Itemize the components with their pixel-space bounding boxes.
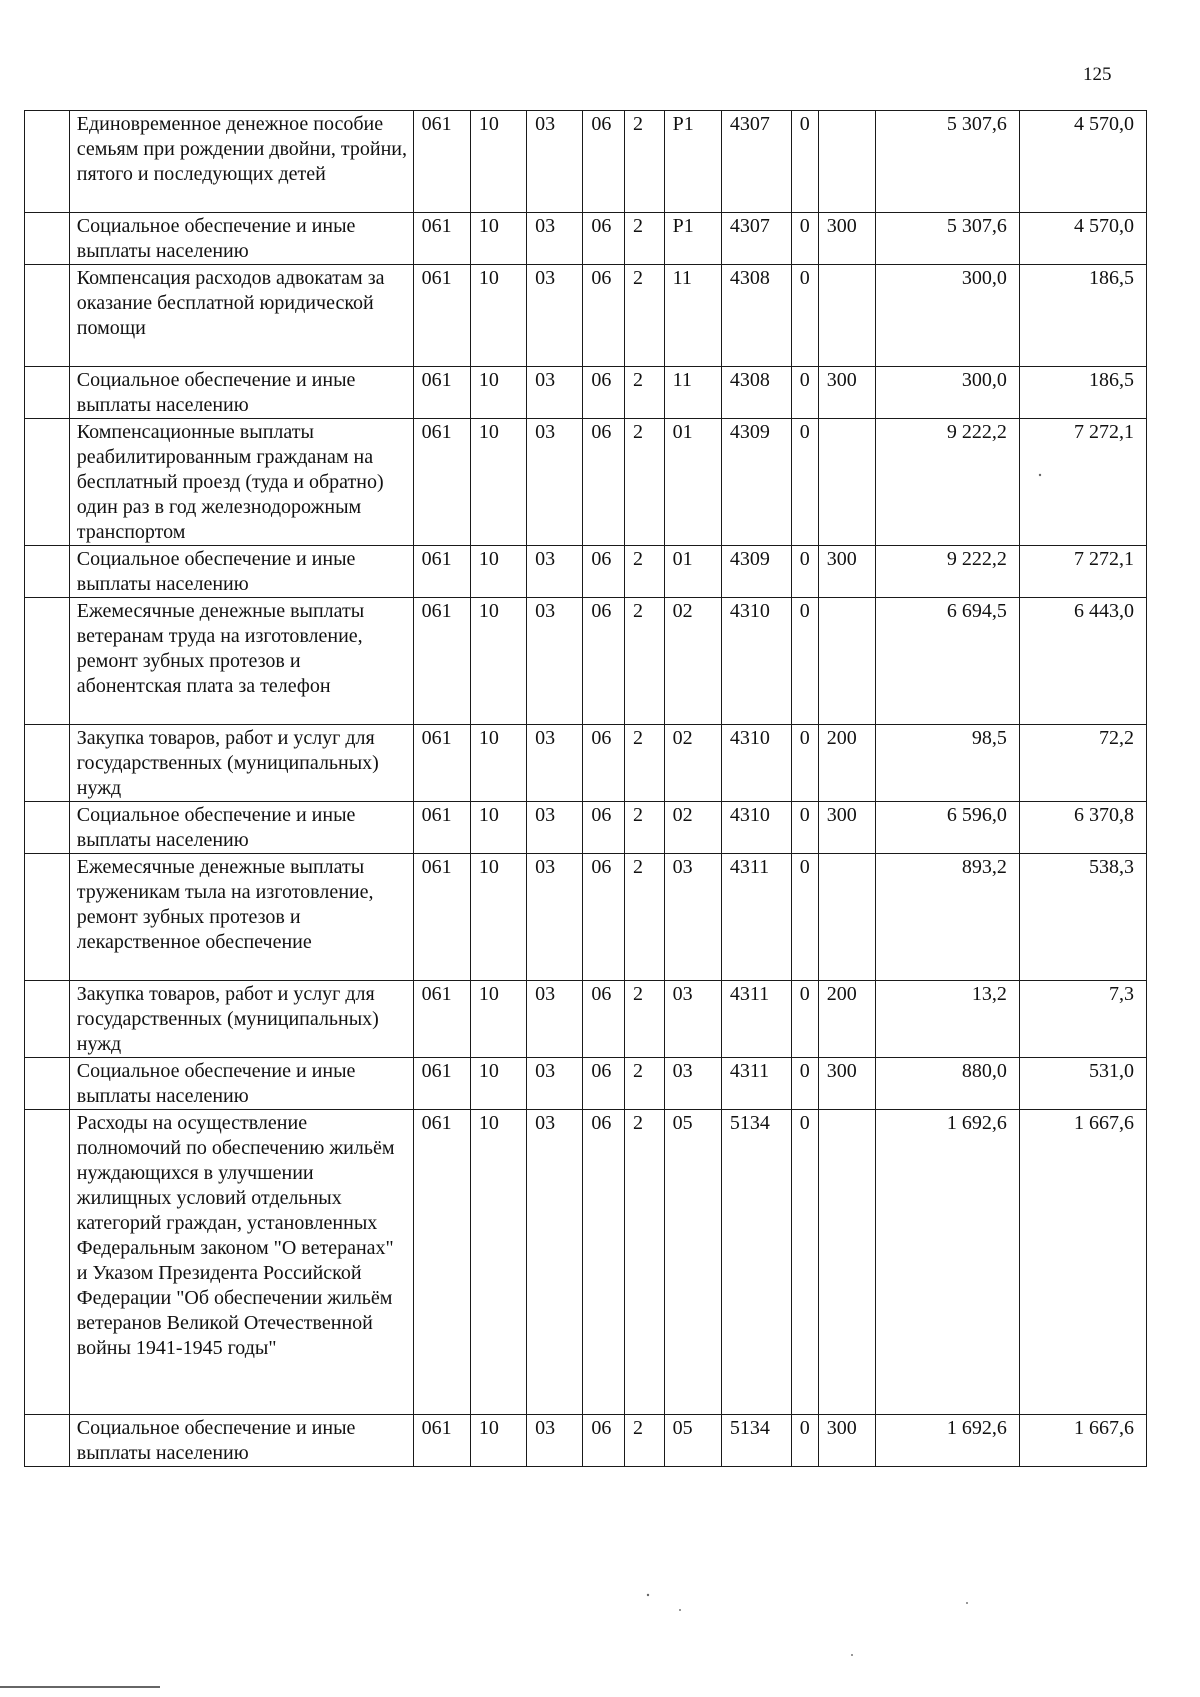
actual-amount-cell: 186,5 <box>1019 265 1146 367</box>
item-name-cell: Расходы на осуществление полномочий по обеспечению жильём нуждающихся в улучшении жилищных условий отдельных категорий граждан, установленных Федеральным законом "О ветеранах" и Указом Президента Российской Федерации "Об обеспечении жильём ветеранов Великой Отечественной войны 1941-1945 годы" <box>69 1110 413 1415</box>
item-name-cell: Социальное обеспечение и иные выплаты населению <box>69 1415 413 1467</box>
direction-code-cell: 4309 <box>721 546 791 598</box>
actual-amount-cell: 6 370,8 <box>1019 802 1146 854</box>
admin-code-cell: 061 <box>413 367 470 419</box>
section-code-cell: 10 <box>470 111 526 213</box>
expense-type-cell: 300 <box>818 213 875 265</box>
subprogram-code-cell: 2 <box>625 802 665 854</box>
extra-code-cell: 0 <box>791 546 818 598</box>
subprogram-code-cell: 2 <box>625 598 665 725</box>
section-code-cell: 10 <box>470 265 526 367</box>
program-code-cell: 06 <box>583 1415 625 1467</box>
item-name-cell: Компенсационные выплаты реабилитированным гражданам на бесплатный проезд (туда и обратно) один раз в год железнодорожным транспортом <box>69 419 413 546</box>
event-code-cell: 01 <box>664 419 721 546</box>
subsection-code-cell: 03 <box>527 111 583 213</box>
direction-code-cell: 4307 <box>721 111 791 213</box>
program-code-cell: 06 <box>583 367 625 419</box>
event-code-cell: 02 <box>664 725 721 802</box>
subsection-code-cell: 03 <box>527 802 583 854</box>
direction-code-cell: 4310 <box>721 802 791 854</box>
actual-amount-cell: 186,5 <box>1019 367 1146 419</box>
expense-type-cell: 300 <box>818 367 875 419</box>
scan-speck <box>647 1594 649 1596</box>
event-code-cell: 11 <box>664 367 721 419</box>
event-code-cell: 02 <box>664 598 721 725</box>
section-code-cell: 10 <box>470 1110 526 1415</box>
direction-code-cell: 4310 <box>721 598 791 725</box>
subprogram-code-cell: 2 <box>625 854 665 981</box>
extra-code-cell: 0 <box>791 854 818 981</box>
subsection-code-cell: 03 <box>527 419 583 546</box>
direction-code-cell: 5134 <box>721 1110 791 1415</box>
extra-code-cell: 0 <box>791 213 818 265</box>
planned-amount-cell: 9 222,2 <box>876 419 1020 546</box>
program-code-cell: 06 <box>583 111 625 213</box>
expense-type-cell: 200 <box>818 725 875 802</box>
subprogram-code-cell: 2 <box>625 1110 665 1415</box>
program-code-cell: 06 <box>583 802 625 854</box>
direction-code-cell: 4307 <box>721 213 791 265</box>
admin-code-cell: 061 <box>413 546 470 598</box>
item-name-cell: Социальное обеспечение и иные выплаты населению <box>69 1058 413 1110</box>
actual-amount-cell: 7 272,1 <box>1019 419 1146 546</box>
subprogram-code-cell: 2 <box>625 725 665 802</box>
direction-code-cell: 4310 <box>721 725 791 802</box>
extra-code-cell: 0 <box>791 598 818 725</box>
planned-amount-cell: 5 307,6 <box>876 111 1020 213</box>
direction-code-cell: 4309 <box>721 419 791 546</box>
program-code-cell: 06 <box>583 598 625 725</box>
subprogram-code-cell: 2 <box>625 367 665 419</box>
admin-code-cell: 061 <box>413 1415 470 1467</box>
event-code-cell: 03 <box>664 1058 721 1110</box>
program-code-cell: 06 <box>583 546 625 598</box>
program-code-cell: 06 <box>583 1110 625 1415</box>
scan-speck <box>1039 474 1041 476</box>
page-number: 125 <box>1083 64 1112 85</box>
event-code-cell: 01 <box>664 546 721 598</box>
scan-speck <box>679 1609 681 1611</box>
admin-code-cell: 061 <box>413 419 470 546</box>
subsection-code-cell: 03 <box>527 725 583 802</box>
expense-type-cell: 300 <box>818 1058 875 1110</box>
admin-code-cell: 061 <box>413 1110 470 1415</box>
item-name-cell: Ежемесячные денежные выплаты труженикам тыла на изготовление, ремонт зубных протезов и лекарственное обеспечение <box>69 854 413 981</box>
planned-amount-cell: 300,0 <box>876 265 1020 367</box>
subprogram-code-cell: 2 <box>625 213 665 265</box>
extra-code-cell: 0 <box>791 367 818 419</box>
admin-code-cell: 061 <box>413 725 470 802</box>
direction-code-cell: 4308 <box>721 367 791 419</box>
section-code-cell: 10 <box>470 546 526 598</box>
expense-type-cell: 300 <box>818 546 875 598</box>
planned-amount-cell: 9 222,2 <box>876 546 1020 598</box>
actual-amount-cell: 531,0 <box>1019 1058 1146 1110</box>
admin-code-cell: 061 <box>413 1058 470 1110</box>
extra-code-cell: 0 <box>791 1415 818 1467</box>
actual-amount-cell: 72,2 <box>1019 725 1146 802</box>
extra-code-cell: 0 <box>791 981 818 1058</box>
admin-code-cell: 061 <box>413 265 470 367</box>
event-code-cell: P1 <box>664 111 721 213</box>
direction-code-cell: 4311 <box>721 981 791 1058</box>
subprogram-code-cell: 2 <box>625 419 665 546</box>
subsection-code-cell: 03 <box>527 1058 583 1110</box>
item-name-cell: Социальное обеспечение и иные выплаты населению <box>69 802 413 854</box>
section-code-cell: 10 <box>470 981 526 1058</box>
event-code-cell: 05 <box>664 1415 721 1467</box>
planned-amount-cell: 1 692,6 <box>876 1415 1020 1467</box>
planned-amount-cell: 5 307,6 <box>876 213 1020 265</box>
item-name-cell: Социальное обеспечение и иные выплаты населению <box>69 213 413 265</box>
event-code-cell: 03 <box>664 981 721 1058</box>
subsection-code-cell: 03 <box>527 854 583 981</box>
subsection-code-cell: 03 <box>527 1110 583 1415</box>
direction-code-cell: 5134 <box>721 1415 791 1467</box>
subprogram-code-cell: 2 <box>625 546 665 598</box>
event-code-cell: 11 <box>664 265 721 367</box>
planned-amount-cell: 13,2 <box>876 981 1020 1058</box>
extra-code-cell: 0 <box>791 265 818 367</box>
direction-code-cell: 4308 <box>721 265 791 367</box>
scan-speck <box>966 1602 968 1604</box>
subprogram-code-cell: 2 <box>625 111 665 213</box>
admin-code-cell: 061 <box>413 213 470 265</box>
subsection-code-cell: 03 <box>527 981 583 1058</box>
actual-amount-cell: 538,3 <box>1019 854 1146 981</box>
actual-amount-cell: 1 667,6 <box>1019 1110 1146 1415</box>
event-code-cell: 02 <box>664 802 721 854</box>
section-code-cell: 10 <box>470 854 526 981</box>
admin-code-cell: 061 <box>413 802 470 854</box>
actual-amount-cell: 4 570,0 <box>1019 111 1146 213</box>
actual-amount-cell: 7,3 <box>1019 981 1146 1058</box>
extra-code-cell: 0 <box>791 802 818 854</box>
direction-code-cell: 4311 <box>721 1058 791 1110</box>
section-code-cell: 10 <box>470 802 526 854</box>
actual-amount-cell: 1 667,6 <box>1019 1415 1146 1467</box>
subprogram-code-cell: 2 <box>625 1415 665 1467</box>
subprogram-code-cell: 2 <box>625 1058 665 1110</box>
planned-amount-cell: 6 596,0 <box>876 802 1020 854</box>
extra-code-cell: 0 <box>791 1110 818 1415</box>
actual-amount-cell: 6 443,0 <box>1019 598 1146 725</box>
planned-amount-cell: 893,2 <box>876 854 1020 981</box>
actual-amount-cell: 7 272,1 <box>1019 546 1146 598</box>
program-code-cell: 06 <box>583 981 625 1058</box>
admin-code-cell: 061 <box>413 111 470 213</box>
subsection-code-cell: 03 <box>527 367 583 419</box>
expense-type-cell: 300 <box>818 802 875 854</box>
section-code-cell: 10 <box>470 725 526 802</box>
planned-amount-cell: 300,0 <box>876 367 1020 419</box>
subsection-code-cell: 03 <box>527 213 583 265</box>
admin-code-cell: 061 <box>413 598 470 725</box>
planned-amount-cell: 6 694,5 <box>876 598 1020 725</box>
expense-type-cell: 300 <box>818 1415 875 1467</box>
program-code-cell: 06 <box>583 854 625 981</box>
extra-code-cell: 0 <box>791 419 818 546</box>
extra-code-cell: 0 <box>791 1058 818 1110</box>
admin-code-cell: 061 <box>413 854 470 981</box>
item-name-cell: Социальное обеспечение и иные выплаты населению <box>69 546 413 598</box>
event-code-cell: P1 <box>664 213 721 265</box>
program-code-cell: 06 <box>583 265 625 367</box>
extra-code-cell: 0 <box>791 111 818 213</box>
item-name-cell: Закупка товаров, работ и услуг для государственных (муниципальных) нужд <box>69 725 413 802</box>
program-code-cell: 06 <box>583 419 625 546</box>
planned-amount-cell: 1 692,6 <box>876 1110 1020 1415</box>
direction-code-cell: 4311 <box>721 854 791 981</box>
section-code-cell: 10 <box>470 367 526 419</box>
item-name-cell: Социальное обеспечение и иные выплаты населению <box>69 367 413 419</box>
subsection-code-cell: 03 <box>527 546 583 598</box>
section-code-cell: 10 <box>470 1058 526 1110</box>
scan-speck <box>851 1654 853 1656</box>
item-name-cell: Единовременное денежное пособие семьям при рождении двойни, тройни, пятого и последующих детей <box>69 111 413 213</box>
admin-code-cell: 061 <box>413 981 470 1058</box>
subprogram-code-cell: 2 <box>625 265 665 367</box>
planned-amount-cell: 98,5 <box>876 725 1020 802</box>
expense-type-cell: 200 <box>818 981 875 1058</box>
item-name-cell: Компенсация расходов адвокатам за оказание бесплатной юридической помощи <box>69 265 413 367</box>
subprogram-code-cell: 2 <box>625 981 665 1058</box>
section-code-cell: 10 <box>470 419 526 546</box>
program-code-cell: 06 <box>583 1058 625 1110</box>
section-code-cell: 10 <box>470 598 526 725</box>
item-name-cell: Ежемесячные денежные выплаты ветеранам труда на изготовление, ремонт зубных протезов и абонентская плата за телефон <box>69 598 413 725</box>
item-name-cell: Закупка товаров, работ и услуг для государственных (муниципальных) нужд <box>69 981 413 1058</box>
extra-code-cell: 0 <box>791 725 818 802</box>
subsection-code-cell: 03 <box>527 265 583 367</box>
event-code-cell: 05 <box>664 1110 721 1415</box>
program-code-cell: 06 <box>583 725 625 802</box>
event-code-cell: 03 <box>664 854 721 981</box>
section-code-cell: 10 <box>470 213 526 265</box>
program-code-cell: 06 <box>583 213 625 265</box>
planned-amount-cell: 880,0 <box>876 1058 1020 1110</box>
subsection-code-cell: 03 <box>527 1415 583 1467</box>
section-code-cell: 10 <box>470 1415 526 1467</box>
subsection-code-cell: 03 <box>527 598 583 725</box>
actual-amount-cell: 4 570,0 <box>1019 213 1146 265</box>
